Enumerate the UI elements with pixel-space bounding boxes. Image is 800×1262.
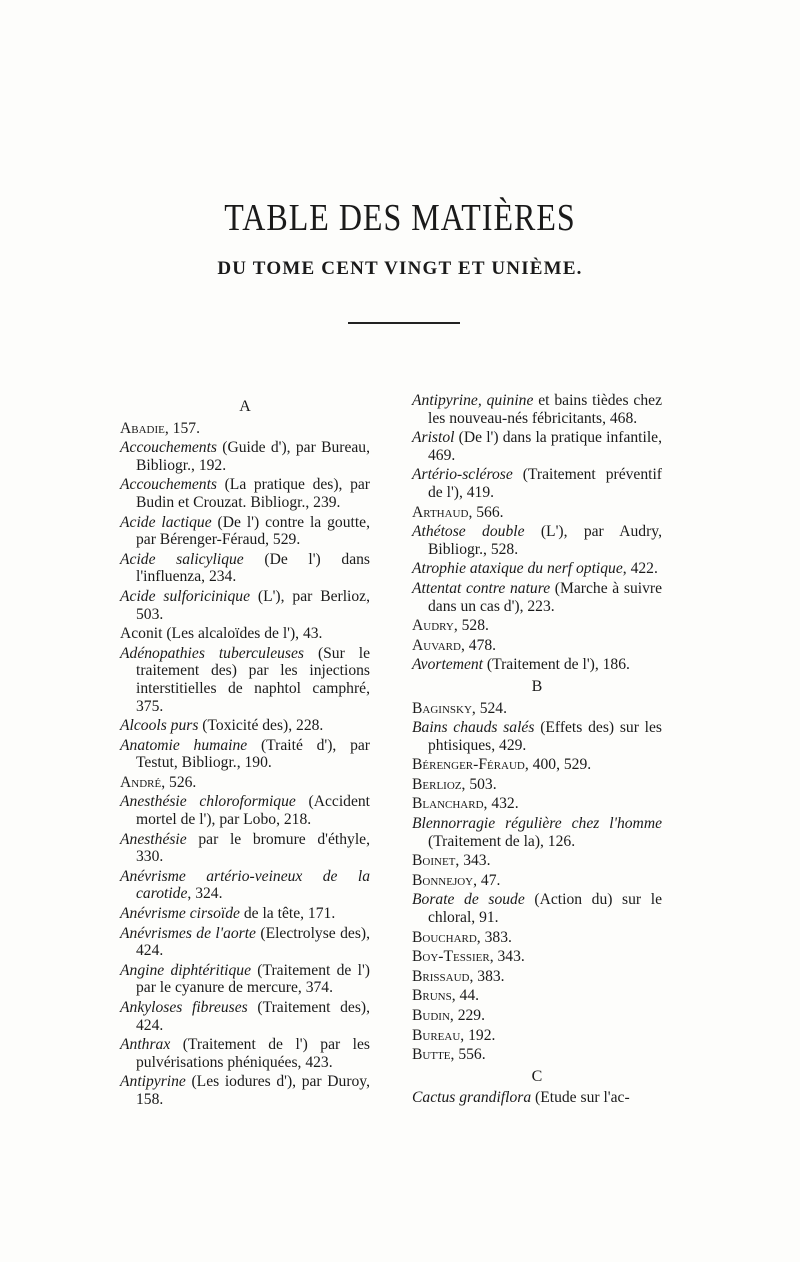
entry-reference: (Traitement de l') par le cyanure de mercure, 374. — [136, 961, 370, 997]
entry-headword: Alcools purs — [120, 717, 199, 735]
index-entry — [120, 645, 370, 715]
entry-headword: Boy-Tessier — [412, 948, 490, 966]
entry-reference: (La pratique des), par Budin et Crouzat. Bibliogr., 239. — [136, 476, 370, 511]
entry-reference: (De l') dans l'influenza, 234. — [136, 550, 370, 586]
index-entry — [412, 776, 662, 794]
index-entry — [120, 774, 370, 792]
entry-reference: , 524. — [471, 699, 507, 717]
index-entry — [412, 756, 662, 774]
entry-reference: (Traitement de l'), 186. — [483, 656, 630, 674]
entry-headword: Blanchard — [412, 795, 484, 813]
entry-headword: Accouchements — [120, 439, 217, 457]
left-entry-list — [120, 420, 370, 1109]
entry-headword: Angine diphtéritique — [120, 961, 252, 979]
entry-headword: Anatomie humaine — [120, 736, 248, 754]
index-entry — [412, 1027, 662, 1045]
section-letter-b: B — [531, 677, 543, 695]
index-entry — [120, 551, 370, 586]
entry-headword: Bains chauds salés — [412, 719, 535, 737]
entry-headword: Attentat contre nature — [412, 579, 551, 597]
index-entry — [412, 1007, 662, 1025]
entry-reference: , 556. — [450, 1046, 486, 1064]
entry-headword: Anévrisme artério-veineux de la carotide — [120, 867, 370, 903]
index-entry — [412, 700, 662, 718]
index-entry — [412, 523, 662, 558]
entry-reference: (Accident mortel de l'), par Lobo, 218. — [136, 793, 370, 829]
entry-headword: Anévrismes de l'aorte — [120, 924, 256, 942]
index-entry — [412, 580, 662, 615]
right-entry-list-a — [412, 392, 662, 674]
entry-reference: , 432. — [483, 795, 519, 813]
entry-headword: Boinet — [412, 852, 456, 870]
index-entry — [412, 617, 662, 635]
entry-reference: , 422. — [622, 560, 658, 578]
index-entry — [412, 637, 662, 655]
index-entry — [120, 999, 370, 1034]
entry-reference: , 157. — [164, 419, 200, 437]
entry-headword: Anévrisme cirsoïde — [120, 905, 240, 923]
entry-headword: Acide lactique — [120, 513, 212, 531]
entry-reference: , 526. — [161, 773, 197, 791]
index-entry — [412, 815, 662, 850]
entry-headword: Baginsky — [412, 699, 472, 717]
index-entry — [120, 793, 370, 828]
entry-reference: , 44. — [451, 987, 480, 1005]
entry-reference: , 343. — [489, 948, 525, 966]
entry-reference: (Les alcaloïdes de l'), 43. — [162, 625, 323, 643]
entry-reference: , 229. — [449, 1007, 485, 1024]
entry-headword: Artério-sclérose — [412, 466, 513, 484]
entry-headword: Brissaud — [412, 967, 470, 985]
entry-headword: Auvard — [412, 636, 461, 654]
entry-headword: Aristol — [412, 429, 455, 447]
entry-headword: Aconit — [120, 625, 163, 643]
entry-reference: , 47. — [473, 871, 501, 889]
index-entry — [120, 925, 370, 960]
index-entry — [120, 962, 370, 997]
entry-headword: Cactus grandiflora — [412, 1089, 532, 1107]
entry-reference: et bains tièdes chez les nouveau-nés fébricitants, 468. — [428, 392, 662, 427]
entry-headword: Butte — [412, 1046, 451, 1064]
entry-headword: Accouchements — [120, 476, 217, 494]
entry-headword: Acide salicylique — [120, 550, 244, 568]
index-entry — [412, 948, 662, 966]
section-letter-a: A — [239, 398, 251, 415]
index-entry — [120, 831, 370, 866]
entry-headword: Arthaud — [412, 503, 469, 521]
entry-reference: (Etude sur l'ac- — [531, 1089, 630, 1107]
index-entry — [120, 625, 370, 643]
right-entry-list-c — [412, 1089, 662, 1107]
entry-reference: (Action du) sur le chloral, 91. — [428, 891, 662, 927]
page-subtitle: DU TOME CENT VINGT ET UNIÈME. — [217, 258, 583, 279]
entry-headword: Athétose double — [412, 523, 525, 541]
entry-reference: (Les iodures d'), par Duroy, 158. — [136, 1073, 370, 1108]
entry-headword: Antipyrine — [120, 1073, 186, 1091]
entry-headword: Bureau — [412, 1026, 461, 1044]
entry-reference: (Traitement préventif de l'), 419. — [428, 466, 662, 501]
index-entry — [120, 1036, 370, 1071]
entry-reference: , 324. — [187, 885, 223, 903]
index-entry — [120, 439, 370, 474]
index-entry — [412, 466, 662, 501]
index-entry — [120, 1073, 370, 1108]
entry-headword: Bruns — [412, 987, 452, 1005]
entry-headword: Avortement — [412, 656, 484, 674]
index-entry — [120, 737, 370, 772]
index-entry — [412, 987, 662, 1005]
entry-headword: André — [120, 773, 162, 791]
section-letter-c: C — [531, 1067, 543, 1085]
entry-headword: Adénopathies tuberculeuses — [120, 644, 304, 662]
entry-reference: par le bromure d'éthyle, 330. — [136, 830, 370, 866]
entry-headword: Bouchard — [412, 928, 477, 946]
entry-reference: , 192. — [460, 1026, 496, 1044]
index-entry — [412, 1089, 662, 1107]
index-entry — [120, 476, 370, 511]
entry-reference: (Traitement de la), 126. — [428, 832, 576, 850]
left-column — [120, 392, 370, 1111]
index-entry — [412, 392, 662, 427]
index-entry — [412, 795, 662, 813]
right-column — [412, 392, 662, 1109]
index-entry — [412, 872, 662, 890]
index-entry — [412, 1046, 662, 1064]
entry-reference: (Marche à suivre dans un cas d'), 223. — [428, 579, 662, 615]
entry-headword: Atrophie ataxique du nerf optique — [412, 560, 623, 578]
entry-reference: (Toxicité des), 228. — [198, 717, 324, 735]
index-entry — [412, 429, 662, 464]
entry-headword: Blennorragie régulière chez l'homme — [412, 815, 662, 833]
index-entry — [120, 514, 370, 549]
entry-headword: Antipyrine, quinine — [412, 392, 534, 409]
entry-headword: Abadie — [120, 419, 165, 437]
right-entry-list-b — [412, 700, 662, 1064]
index-entry — [412, 656, 662, 674]
entry-reference: , 400, 529. — [524, 756, 592, 774]
entry-reference: , 478. — [460, 636, 497, 654]
entry-reference: , 566. — [468, 503, 504, 521]
index-entry — [120, 868, 370, 903]
entry-headword: Acide sulforicinique — [120, 587, 251, 605]
entry-reference: (Electrolyse des), 424. — [136, 924, 370, 960]
entry-reference: (Guide d'), par Bureau, Bibliogr., 192. — [136, 439, 370, 474]
entry-reference: (De l') contre la goutte, par Bérenger-Féraud, 529. — [136, 513, 370, 549]
index-entry — [412, 560, 662, 578]
entry-reference: (Traitement de l') par les pulvérisations phéniquées, 423. — [136, 1036, 370, 1071]
entry-reference: (De l') dans la pratique infantile, 469. — [428, 429, 662, 464]
title-divider — [348, 322, 460, 324]
index-entry — [412, 852, 662, 870]
entry-reference: de la tête, 171. — [239, 905, 336, 923]
index-entry — [412, 504, 662, 522]
entry-reference: (L'), par Berlioz, 503. — [136, 587, 370, 623]
entry-reference: (L'), par Audry, Bibliogr., 528. — [428, 523, 662, 558]
entry-headword: Audry — [412, 617, 454, 635]
entry-headword: Bérenger-Féraud — [412, 756, 525, 774]
entry-headword: Anthrax — [120, 1036, 171, 1054]
index-entry — [120, 905, 370, 923]
entry-reference: , 383. — [469, 967, 505, 985]
entry-reference: (Traitement des), 424. — [136, 999, 370, 1034]
index-entry — [412, 929, 662, 947]
entry-headword: Bonnejoy — [412, 871, 474, 889]
entry-reference: , 528. — [453, 617, 489, 635]
index-entry — [412, 719, 662, 754]
entry-reference: , 503. — [461, 775, 497, 793]
entry-headword: Anesthésie chloroformique — [120, 793, 296, 811]
index-entry — [412, 968, 662, 986]
entry-headword: Anesthésie — [120, 830, 187, 848]
entry-headword: Borate de soude — [412, 891, 525, 909]
entry-reference: (Effets des) sur les phtisiques, 429. — [428, 719, 662, 754]
entry-reference: (Sur le traitement des) par les injections interstitielles de naphtol camphré, 375. — [136, 644, 370, 715]
entry-headword: Ankyloses fibreuses — [120, 999, 248, 1016]
entry-reference: , 383. — [476, 928, 512, 946]
entry-reference: (Traité d'), par Testut, Bibliogr., 190. — [136, 736, 370, 772]
entry-reference: , 343. — [455, 852, 491, 870]
index-entry — [120, 717, 370, 735]
index-entry — [412, 891, 662, 926]
entry-headword: Berlioz — [412, 775, 462, 793]
index-entry — [120, 420, 370, 438]
entry-headword: Budin — [412, 1007, 450, 1024]
page-title: TABLE DES MATIÈRES — [224, 196, 576, 239]
index-entry — [120, 588, 370, 623]
